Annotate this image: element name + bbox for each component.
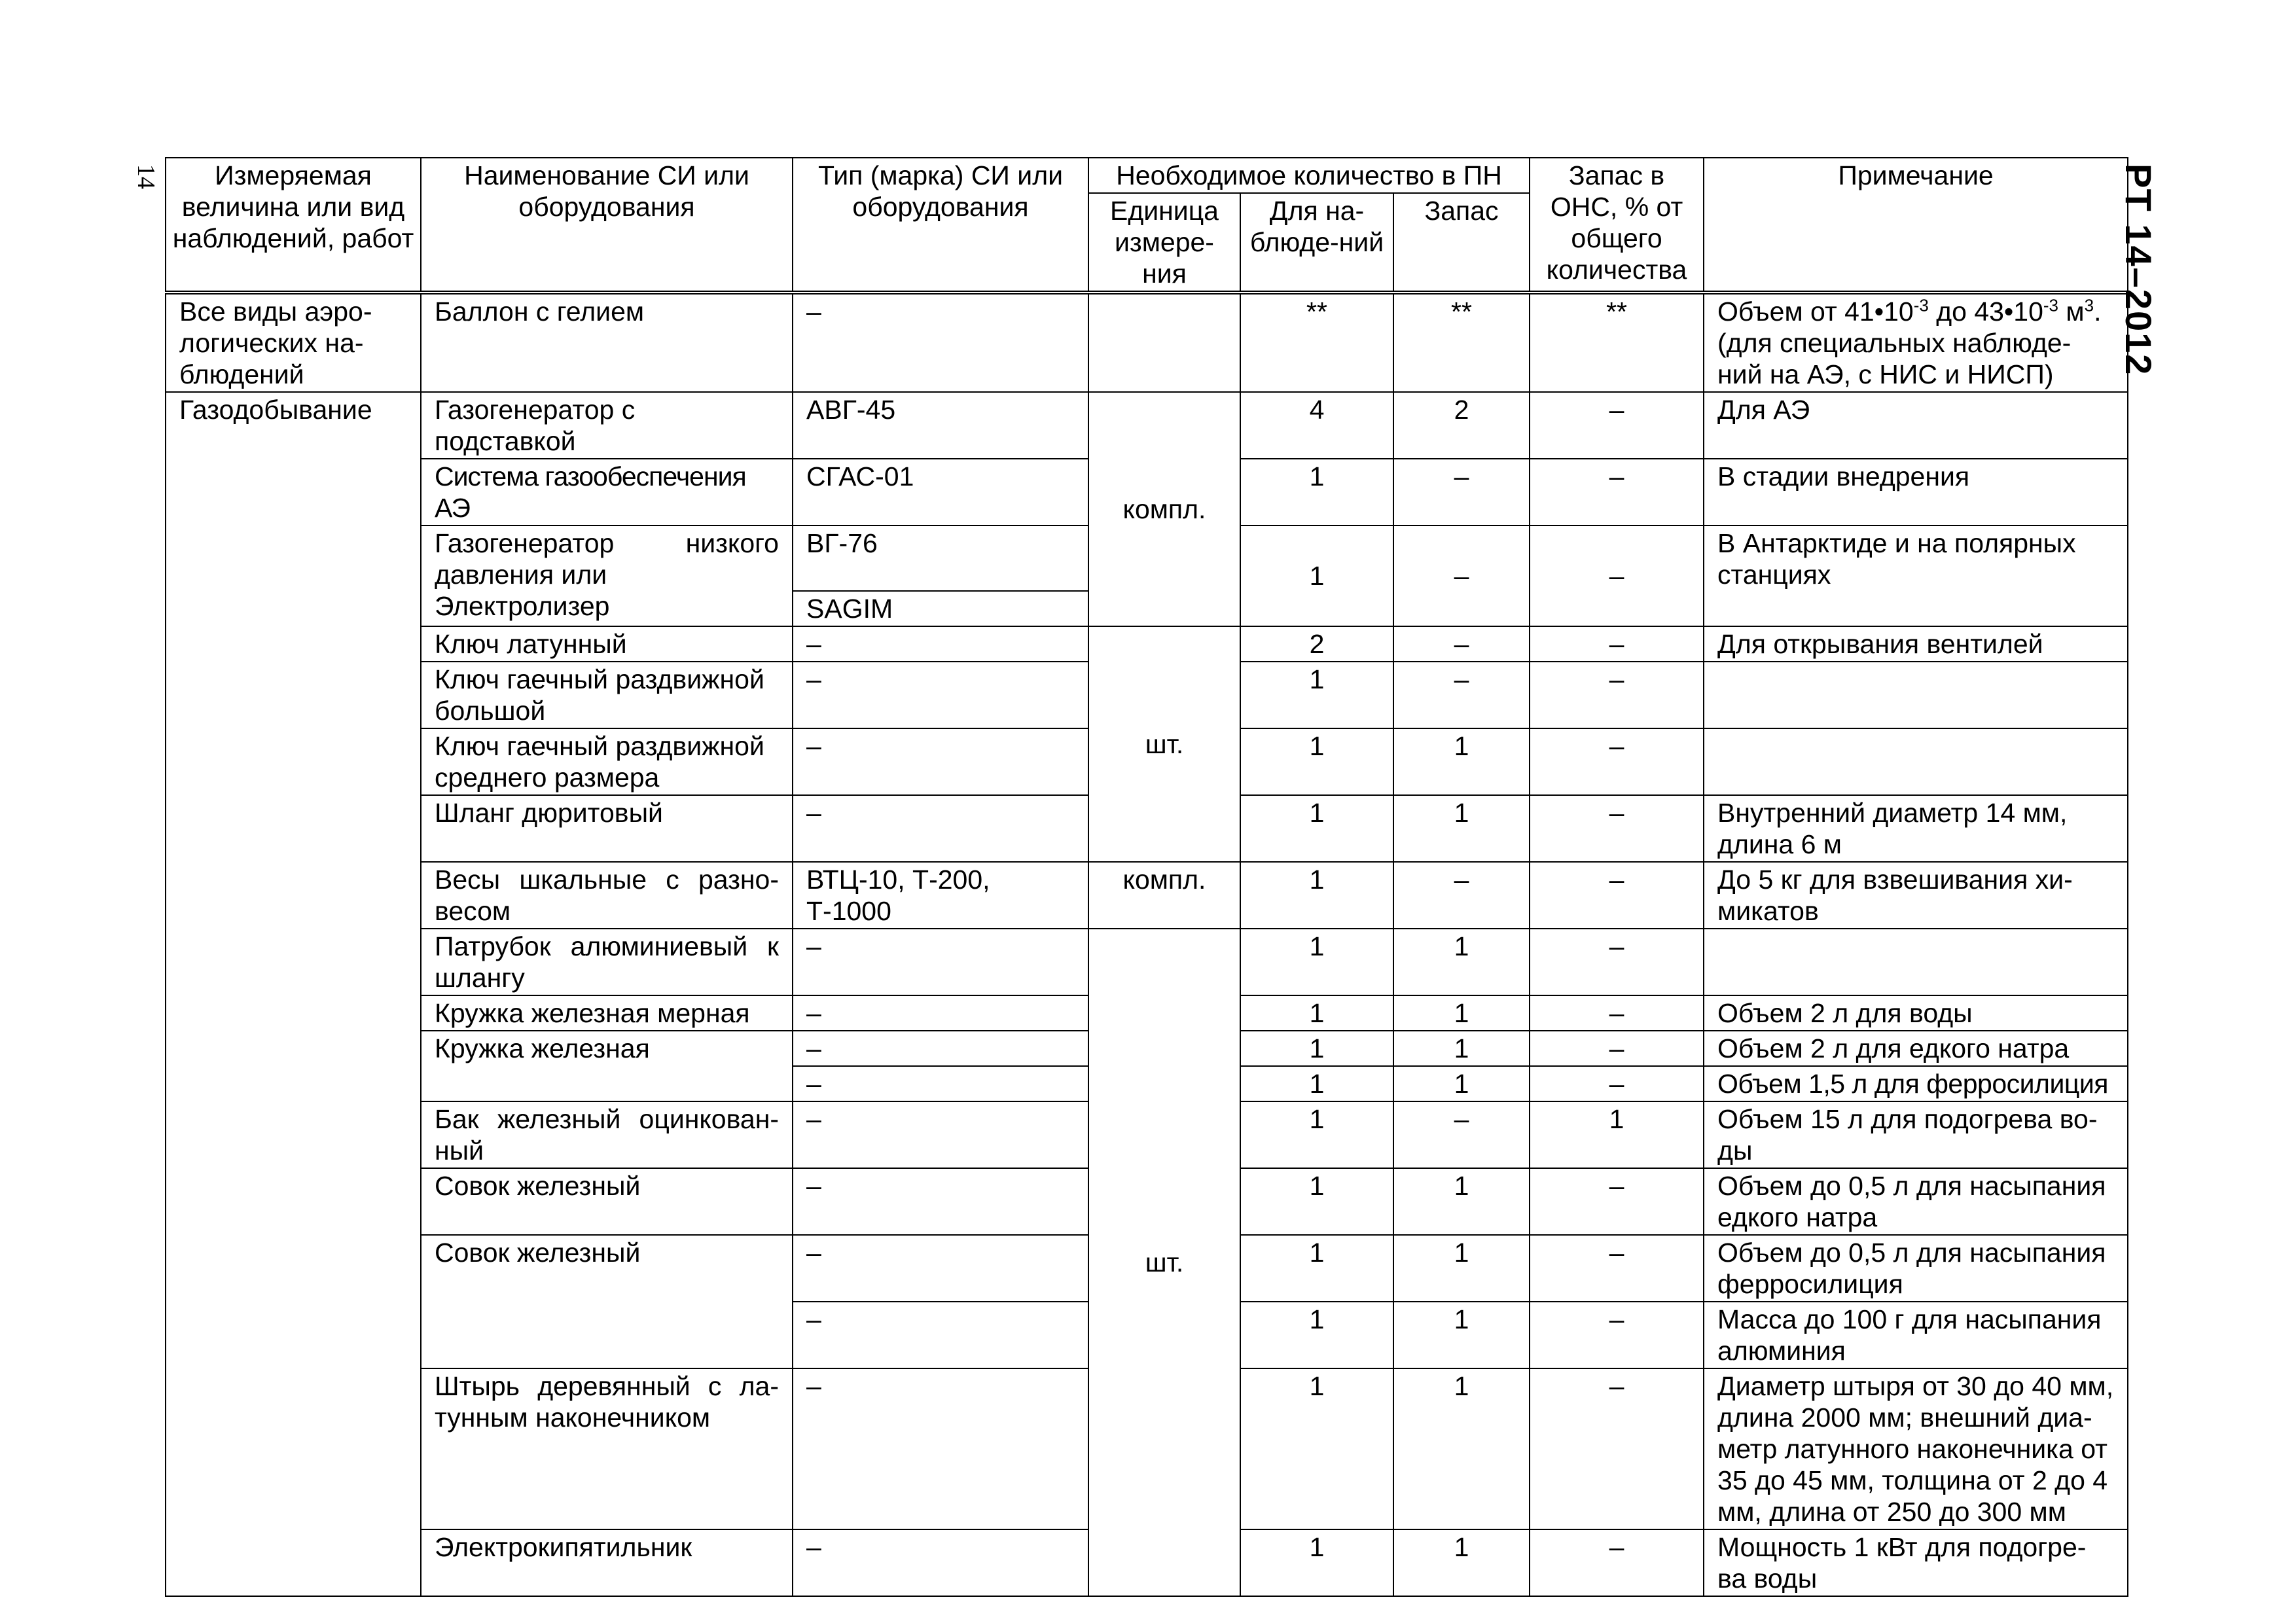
cell-reserve: – xyxy=(1530,626,1704,662)
cell-name: Ключ латунный xyxy=(421,626,793,662)
cell-unit: компл. xyxy=(1088,392,1240,626)
cell-for-obs: 1 xyxy=(1240,862,1393,929)
cell-type: – xyxy=(793,1235,1088,1302)
cell-for-obs: 1 xyxy=(1240,1302,1393,1368)
cell-reserve: – xyxy=(1530,728,1704,795)
equipment-table xyxy=(165,157,2128,1597)
cell-reserve: – xyxy=(1530,995,1704,1031)
cell-name: Совок железный xyxy=(421,1168,793,1235)
cell-spare: 1 xyxy=(1393,1031,1530,1066)
cell-spare: – xyxy=(1393,862,1530,929)
cell-reserve: ** xyxy=(1530,293,1704,392)
cell-reserve: – xyxy=(1530,1302,1704,1368)
cell-for-obs: 4 xyxy=(1240,392,1393,459)
header-name: Наименование СИ или оборудования xyxy=(421,158,793,293)
cell-spare: – xyxy=(1393,1101,1530,1168)
cell-reserve: – xyxy=(1530,1066,1704,1101)
header-spare: Запас xyxy=(1393,193,1530,293)
cell-for-obs: 1 xyxy=(1240,662,1393,728)
header-note: Примечание xyxy=(1704,158,2128,293)
cell-reserve: – xyxy=(1530,795,1704,862)
cell-type: ВТЦ-10, Т-200, Т-1000 xyxy=(793,862,1088,929)
cell-note: Объем 2 л для воды xyxy=(1704,995,2128,1031)
cell-for-obs: 1 xyxy=(1240,1031,1393,1066)
cell-for-obs: 1 xyxy=(1240,728,1393,795)
cell-unit: шт. xyxy=(1088,929,1240,1596)
cell-for-obs: 1 xyxy=(1240,1529,1393,1596)
cell-note: В стадии внедрения xyxy=(1704,459,2128,526)
cell-name: Электрокипятильник xyxy=(421,1529,793,1596)
cell-spare: 1 xyxy=(1393,1368,1530,1529)
cell-name: Кружка железная мерная xyxy=(421,995,793,1031)
table-row xyxy=(166,862,2128,929)
cell-type: – xyxy=(793,795,1088,862)
cell-name: Баллон с гелием xyxy=(421,293,793,392)
cell-name: Газогенератор с подставкой xyxy=(421,392,793,459)
cell-for-obs: 1 xyxy=(1240,1168,1393,1235)
cell-name: Штырь деревянный с ла-тунным наконечником xyxy=(421,1368,793,1529)
cell-name: Бак железный оцинкован-ный xyxy=(421,1101,793,1168)
cell-type: – xyxy=(793,1168,1088,1235)
table-row xyxy=(166,293,2128,392)
cell-spare: 1 xyxy=(1393,1066,1530,1101)
cell-type: – xyxy=(793,1101,1088,1168)
header-unit: Единица измере-ния xyxy=(1088,193,1240,293)
cell-name: Патрубок алюминиевый к шлангу xyxy=(421,929,793,995)
cell-for-obs: ** xyxy=(1240,293,1393,392)
cell-name: Система газообеспечения АЭ xyxy=(421,459,793,526)
cell-for-obs: 1 xyxy=(1240,1101,1393,1168)
cell-reserve: – xyxy=(1530,392,1704,459)
cell-reserve: – xyxy=(1530,1235,1704,1302)
cell-type: – xyxy=(793,728,1088,795)
cell-note: В Антарктиде и на полярных станциях xyxy=(1704,526,2128,626)
cell-spare: 1 xyxy=(1393,1168,1530,1235)
cell-name: Ключ гаечный раздвижной среднего размера xyxy=(421,728,793,795)
cell-note: Масса до 100 г для насыпания алюминия xyxy=(1704,1302,2128,1368)
cell-spare: – xyxy=(1393,662,1530,728)
cell-spare: 1 xyxy=(1393,1235,1530,1302)
cell-note: Мощность 1 кВт для подогре-ва воды xyxy=(1704,1529,2128,1596)
cell-note: Внутренний диаметр 14 мм, длина 6 м xyxy=(1704,795,2128,862)
cell-note: Объем до 0,5 л для насыпания ферросилиция xyxy=(1704,1235,2128,1302)
cell-reserve: – xyxy=(1530,1368,1704,1529)
page-number: 14 xyxy=(132,164,160,189)
cell-unit: шт. xyxy=(1088,626,1240,862)
cell-for-obs: 2 xyxy=(1240,626,1393,662)
cell-unit xyxy=(1088,293,1240,392)
cell-note xyxy=(1704,728,2128,795)
cell-reserve: – xyxy=(1530,662,1704,728)
cell-for-obs: 1 xyxy=(1240,1066,1393,1101)
cell-note xyxy=(1704,929,2128,995)
cell-note: До 5 кг для взвешивания хи-микатов xyxy=(1704,862,2128,929)
cell-note: Для АЭ xyxy=(1704,392,2128,459)
cell-name: Газогенератор низкого давления или Электролизер xyxy=(421,526,793,626)
cell-for-obs: 1 xyxy=(1240,995,1393,1031)
cell-type: ВГ-76 xyxy=(793,526,1088,591)
cell-type: – xyxy=(793,1368,1088,1529)
cell-note: Объем 15 л для подогрева во-ды xyxy=(1704,1101,2128,1168)
cell-unit: компл. xyxy=(1088,862,1240,929)
cell-reserve: – xyxy=(1530,1529,1704,1596)
header-for-observations: Для на-блюде-ний xyxy=(1240,193,1393,293)
cell-spare: 1 xyxy=(1393,929,1530,995)
cell-note: Для открывания вентилей xyxy=(1704,626,2128,662)
cell-note: Объем до 0,5 л для насыпания едкого натра xyxy=(1704,1168,2128,1235)
cell-note: Объем от $41•10^{-3}$ до $43•10^{-3}$ $м^3$. (для специальных наблюде-ний на АЭ, с НИС и НИСП) xyxy=(1704,293,2128,392)
cell-type: – xyxy=(793,1031,1088,1066)
cell-note: Диаметр штыря от 30 до 40 мм, длина 2000 мм; внешний диа-метр латунного наконечника от 35 до 45 мм, толщина от 2 до 4 мм, длина от 250 до 300 мм xyxy=(1704,1368,2128,1529)
table-row xyxy=(166,392,2128,459)
cell-for-obs: 1 xyxy=(1240,1368,1393,1529)
cell-spare: 1 xyxy=(1393,728,1530,795)
cell-spare: – xyxy=(1393,459,1530,526)
cell-spare: 1 xyxy=(1393,795,1530,862)
cell-type: – xyxy=(793,929,1088,995)
cell-type: АВГ-45 xyxy=(793,392,1088,459)
cell-type: SAGIM xyxy=(793,591,1088,626)
cell-type: – xyxy=(793,1302,1088,1368)
cell-type: – xyxy=(793,995,1088,1031)
cell-name: Кружка железная xyxy=(421,1031,793,1101)
cell-for-obs: 1 xyxy=(1240,526,1393,626)
cell-spare: – xyxy=(1393,626,1530,662)
cell-type: – xyxy=(793,662,1088,728)
cell-reserve: – xyxy=(1530,929,1704,995)
cell-reserve: – xyxy=(1530,1168,1704,1235)
cell-type: – xyxy=(793,626,1088,662)
cell-name: Весы шкальные с разно-весом xyxy=(421,862,793,929)
cell-spare: 1 xyxy=(1393,1302,1530,1368)
cell-measured: Газодобывание xyxy=(166,392,421,1596)
cell-note: Объем 2 л для едкого натра xyxy=(1704,1031,2128,1066)
cell-reserve: – xyxy=(1530,459,1704,526)
header-type: Тип (марка) СИ или оборудования xyxy=(793,158,1088,293)
cell-note: Объем 1,5 л для ферросилиция xyxy=(1704,1066,2128,1101)
cell-reserve: – xyxy=(1530,1031,1704,1066)
cell-spare: ** xyxy=(1393,293,1530,392)
cell-for-obs: 1 xyxy=(1240,459,1393,526)
cell-name: Шланг дюритовый xyxy=(421,795,793,862)
cell-spare: 1 xyxy=(1393,995,1530,1031)
header-required: Необходимое количество в ПН xyxy=(1088,158,1530,193)
cell-for-obs: 1 xyxy=(1240,1235,1393,1302)
cell-name: Ключ гаечный раздвижной большой xyxy=(421,662,793,728)
cell-for-obs: 1 xyxy=(1240,929,1393,995)
cell-measured: Все виды аэро-логических на-блюдений xyxy=(166,293,421,392)
table-row xyxy=(166,626,2128,662)
cell-spare: 1 xyxy=(1393,1529,1530,1596)
header-reserve: Запас в ОНС, % от общего количества xyxy=(1530,158,1704,293)
cell-name: Совок железный xyxy=(421,1235,793,1368)
cell-type: – xyxy=(793,1066,1088,1101)
cell-spare: 2 xyxy=(1393,392,1530,459)
cell-reserve: – xyxy=(1530,526,1704,626)
header-measured: Измеряемая величина или вид наблюдений, работ xyxy=(166,158,421,293)
cell-reserve: 1 xyxy=(1530,1101,1704,1168)
cell-type: – xyxy=(793,1529,1088,1596)
cell-note xyxy=(1704,662,2128,728)
cell-reserve: – xyxy=(1530,862,1704,929)
table-row xyxy=(166,929,2128,995)
cell-type: – xyxy=(793,293,1088,392)
document-code: РТ 14–2012 xyxy=(2118,164,2159,376)
cell-for-obs: 1 xyxy=(1240,795,1393,862)
cell-spare: – xyxy=(1393,526,1530,626)
cell-type: СГАС-01 xyxy=(793,459,1088,526)
